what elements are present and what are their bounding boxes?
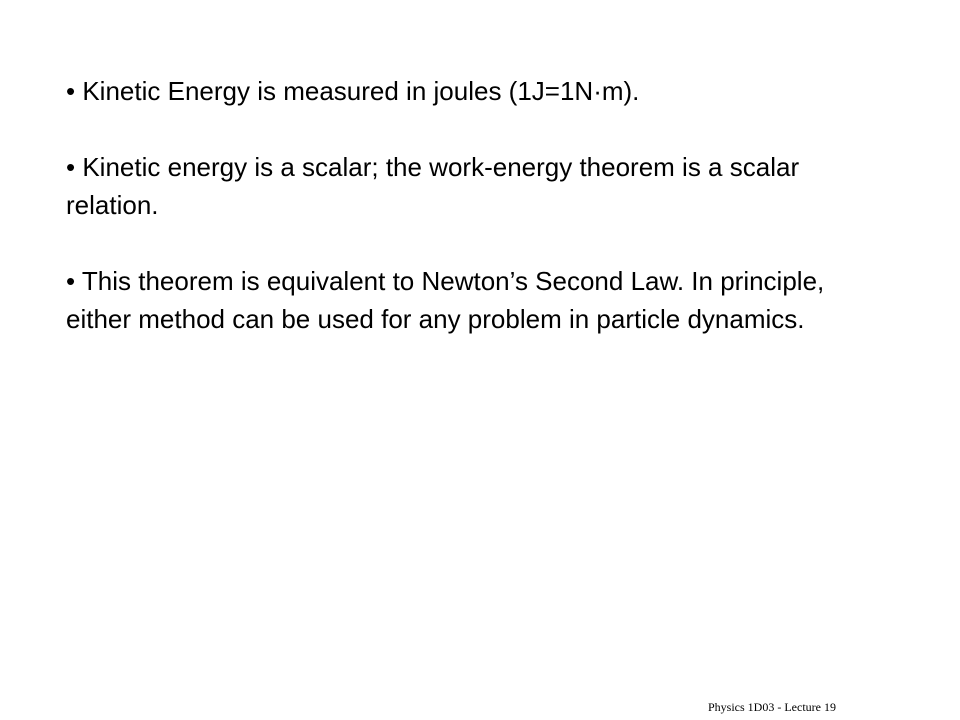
bullet-item-newton [66, 262, 866, 338]
bullet-item-joules [66, 72, 866, 110]
bullet-text: Kinetic Energy is measured in joules (1J=1N·m). [82, 76, 640, 106]
footer-lecture-label: Physics 1D03 - Lecture 19 [708, 700, 836, 714]
bullet-icon: • [66, 266, 76, 296]
bullet-text: Kinetic energy is a scalar; the work-energy theorem is a scalar relation. [66, 152, 800, 220]
bullet-list [66, 72, 866, 376]
bullet-icon: • [66, 76, 76, 106]
bullet-text: This theorem is equivalent to Newton’s Second Law. In principle, either method can be used for any problem in particle dynamics. [66, 266, 825, 334]
bullet-icon: • [66, 152, 76, 182]
bullet-item-scalar [66, 148, 866, 224]
